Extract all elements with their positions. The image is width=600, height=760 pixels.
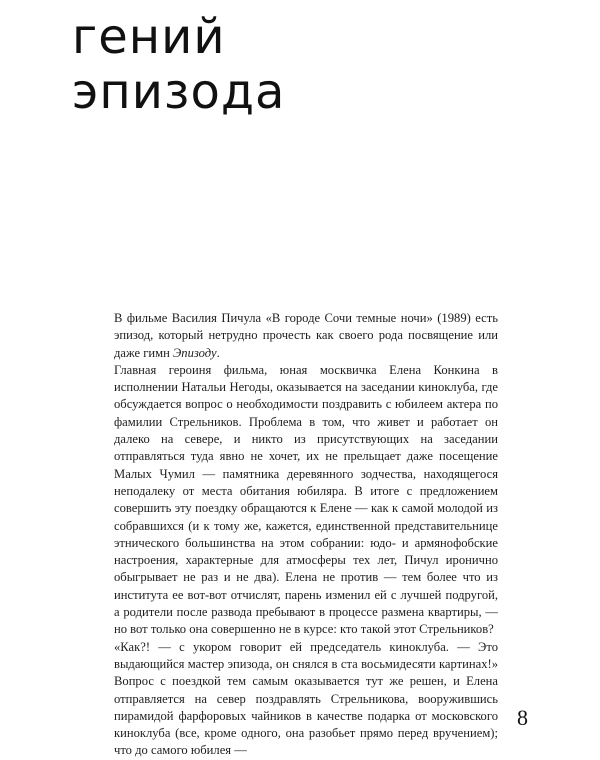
paragraph-2: Главная героиня фильма, юная москвичка Елена Конкина в исполнении Натальи Негоды, оказывается на заседании киноклуба, где обсуждается вопрос о необходимости поздравить с юбилеем актера по фамилии Стрельников. Проблема в том, что живет и работает он далеко на севере, и никто из присутствующих на заседании отправляться туда явно не хочет, их не прельщает даже посещение Малых Чумил — памятника деревянного зодчества, находящегося неподалеку от места обитания юбиляра. В итоге с предложением совершить эту поездку обращаются к Елене — как к самой молодой из собравшихся (и к тому же, кажется, единственной представительнице этнического большинства на этом собрании: юдо- и армянофобские настроения, характерные для атмосферы тех лет, Пичул иронично обыгрывает не раз и не два). Елена не против — тем более что из института ее вот-вот отчислят, парень изменил ей с лучшей подругой, а родители после развода пребывают в процессе размена квартиры, — но вот только она совершенно не в курсе: кто такой этот Стрельников? — [114, 362, 498, 637]
chapter-title — [72, 10, 285, 120]
paragraph-1 — [114, 310, 498, 362]
chapter-title-line-2: эпизода — [72, 64, 286, 120]
paragraph-1-text: В фильме Василия Пичула «В городе Сочи темные ночи» (1989) есть эпизод, который нетрудно прочесть как своего рода посвящение или даже гимн — [114, 311, 498, 360]
page-number: 8 — [517, 705, 528, 730]
body-text — [114, 310, 498, 760]
paragraph-1-emphasis: Эпизоду — [173, 345, 217, 360]
chapter-title-line-1: гений — [72, 9, 226, 65]
paragraph-1-end: . — [216, 345, 220, 360]
paragraph-3: «Как?! — с укором говорит ей председатель киноклуба. — Это выдающийся мастер эпизода, он снялся в ста восьмидесяти картинах!» Вопрос с поездкой тем самым оказывается тут же решен, и Елена отправляется на север поздравлять Стрельникова, вооружившись пирамидой фарфоровых чайников в качестве подарка от московского киноклуба (все, кроме одного, она разобьет прямо перед вручением); что до самого юбилея — — [114, 639, 498, 758]
